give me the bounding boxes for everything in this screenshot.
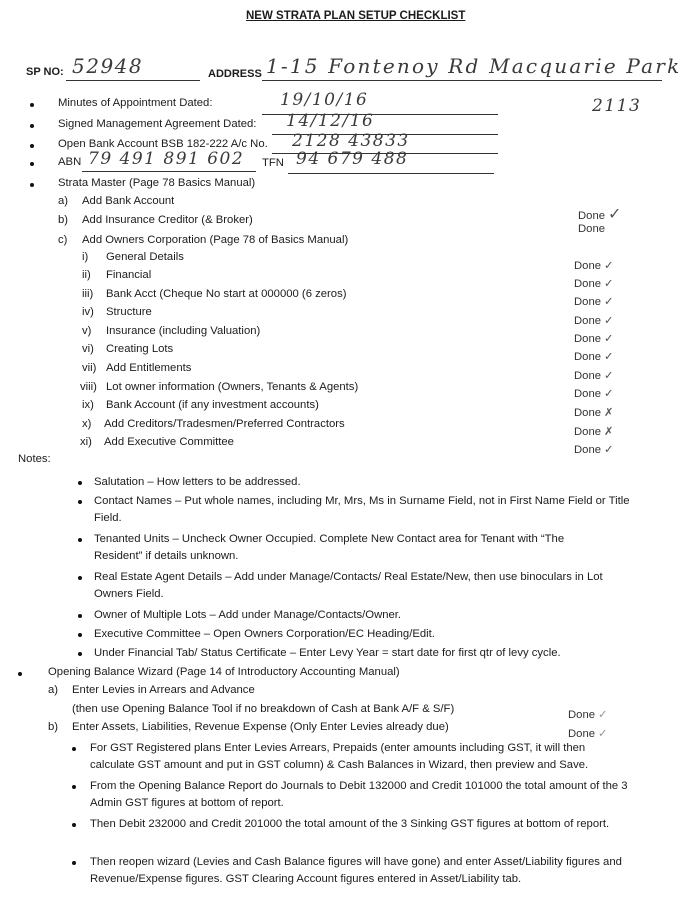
subitem-status — [574, 277, 613, 290]
check-icon: ✓ — [604, 277, 614, 290]
cross-icon: ✗ — [604, 425, 614, 438]
strata-master-label: Strata Master (Page 78 Basics Manual) — [58, 177, 256, 189]
subitem-label: Financial — [106, 269, 152, 281]
done-label: Done — [574, 260, 602, 272]
strata-item-a-status — [578, 204, 621, 223]
subitem-label: Add Entitlements — [106, 362, 192, 374]
check-icon: ✓ — [598, 727, 608, 740]
subitem-key: v) — [82, 325, 92, 337]
check-icon: ✓ — [608, 204, 622, 223]
subitem-status — [574, 259, 613, 272]
bullet — [30, 144, 34, 148]
cross-icon: ✗ — [604, 406, 614, 419]
subitem-label: Structure — [106, 306, 152, 318]
done-label: Done — [574, 333, 602, 345]
bullet — [78, 481, 82, 485]
done-label: Done — [574, 426, 602, 438]
minutes-label: Minutes of Appointment Dated: — [58, 97, 213, 109]
bullet — [78, 614, 82, 618]
subitem-key: iv) — [82, 306, 94, 318]
bullet — [72, 861, 76, 865]
opening-balance-b-bullet: Then reopen wizard (Levies and Cash Balance figures will have gone) and enter Asset/Liability figures and Revenue/Expense figures. GST Clearing Account figures entered in Asset/Liability tab. — [90, 856, 622, 885]
abn-value: 79 491 891 602 — [88, 149, 245, 169]
bullet — [78, 633, 82, 637]
bullet — [72, 747, 76, 751]
note-item: Under Financial Tab/ Status Certificate – Enter Levy Year = start date for first qtr of levy cycle. — [94, 647, 561, 659]
check-icon: ✓ — [604, 387, 614, 400]
strata-item-b-key: b) — [58, 214, 69, 226]
subitem-key: ix) — [82, 399, 94, 411]
subitem-key: ii) — [82, 269, 91, 281]
done-label: Done — [568, 728, 596, 740]
address-label: ADDRESS — [208, 68, 262, 80]
opening-balance-label: Opening Balance Wizard (Page 14 of Introductory Accounting Manual) — [48, 666, 400, 678]
done-label: Done — [578, 210, 606, 222]
abn-underline — [82, 171, 256, 172]
note-item: Owner of Multiple Lots – Add under Manage/Contacts/Owner. — [94, 609, 402, 621]
note-item: Executive Committee – Open Owners Corporation/EC Heading/Edit. — [94, 628, 435, 640]
done-label: Done — [574, 315, 602, 327]
address-value: 1-15 Fontenoy Rd Macquarie Park — [266, 54, 682, 78]
tfn-underline — [288, 173, 494, 174]
bullet — [78, 576, 82, 580]
subitem-status — [574, 387, 613, 400]
bullet — [72, 823, 76, 827]
strata-item-c-key: c) — [58, 234, 68, 246]
done-label: Done — [574, 278, 602, 290]
subitem-key: xi) — [80, 436, 92, 448]
bullet — [30, 183, 34, 187]
strata-item-a-key: a) — [58, 195, 69, 207]
subitem-key: iii) — [82, 288, 94, 300]
opening-balance-a-line2: (then use Opening Balance Tool if no breakdown of Cash at Bank A/F & S/F) — [72, 703, 455, 715]
tfn-value: 94 679 488 — [296, 149, 409, 169]
note-item: Contact Names – Put whole names, including Mr, Mrs, Ms in Surname Field, not in First Name Field or Title Field. — [94, 495, 630, 524]
subitem-label: Bank Acct (Cheque No start at 000000 (6 zeros) — [106, 288, 347, 300]
check-icon: ✓ — [604, 295, 614, 308]
done-label: Done — [574, 351, 602, 363]
subitem-key: vii) — [82, 362, 97, 374]
bullet — [78, 652, 82, 656]
note-item: Salutation – How letters to be addressed. — [94, 476, 301, 488]
check-icon: ✓ — [604, 314, 614, 327]
agreement-label: Signed Management Agreement Dated: — [58, 118, 257, 130]
opening-balance-a-key: a) — [48, 684, 59, 696]
note-item: Tenanted Units – Uncheck Owner Occupied. Complete New Contact area for Tenant with “The Resident” if details unknown. — [94, 533, 565, 562]
sp-no-value: 52948 — [72, 54, 144, 78]
strata-item-b-status: Done — [578, 223, 606, 235]
done-label: Done — [568, 709, 596, 721]
sp-no-label: SP NO: — [26, 66, 64, 78]
opening-balance-b-key: b) — [48, 721, 59, 733]
done-label: Done — [574, 370, 602, 382]
subitem-label: Bank Account (if any investment accounts) — [106, 399, 319, 411]
subitem-status — [574, 406, 613, 419]
check-icon: ✓ — [598, 708, 608, 721]
strata-item-b-label: Add Insurance Creditor (& Broker) — [82, 214, 253, 226]
subitem-key: x) — [82, 418, 92, 430]
opening-balance-b-line: Enter Assets, Liabilities, Revenue Expense (Only Enter Levies already due) — [72, 721, 449, 733]
opening-balance-a-line1: Enter Levies in Arrears and Advance — [72, 684, 255, 696]
bank-account-label: Open Bank Account BSB 182-222 A/c No. — [58, 138, 268, 150]
subitem-key: vi) — [82, 343, 94, 355]
bullet — [78, 538, 82, 542]
minutes-value: 19/10/16 — [280, 90, 369, 110]
subitem-status — [574, 314, 613, 327]
strata-item-c-label: Add Owners Corporation (Page 78 of Basics Manual) — [82, 234, 349, 246]
subitem-status — [574, 425, 613, 438]
bullet — [30, 124, 34, 128]
check-icon: ✓ — [604, 369, 614, 382]
subitem-label: Creating Lots — [106, 343, 174, 355]
bullet — [30, 162, 34, 166]
subitem-key: viii) — [80, 381, 97, 393]
opening-balance-b-bullet: For GST Registered plans Enter Levies Arrears, Prepaids (enter amounts including GST, it will then calculate GST amount and put in GST column) & Cash Balances in Wizard, then preview and Save. — [90, 742, 589, 771]
address-underline — [262, 80, 662, 81]
done-label: Done — [574, 296, 602, 308]
note-item: Real Estate Agent Details – Add under Manage/Contacts/ Real Estate/New, then use binoculars in Lot Owners Field. — [94, 571, 603, 600]
done-label: Done — [574, 388, 602, 400]
bank-account-value: 2128 43833 — [292, 131, 410, 151]
check-icon: ✓ — [604, 259, 614, 272]
subitem-status — [574, 369, 613, 382]
opening-balance-b-bullet: From the Opening Balance Report do Journals to Debit 132000 and Credit 101000 the total amount of the 3 Admin GST figures at bottom of report. — [90, 780, 628, 809]
check-icon: ✓ — [604, 443, 614, 456]
subitem-status — [574, 295, 613, 308]
bullet — [30, 103, 34, 107]
subitem-label: Insurance (including Valuation) — [106, 325, 261, 337]
opening-balance-b-bullet: Then Debit 232000 and Credit 201000 the total amount of the 3 Sinking GST figures at bottom of report. — [90, 818, 610, 830]
done-label: Done — [574, 444, 602, 456]
check-icon: ✓ — [604, 350, 614, 363]
subitem-status — [574, 350, 613, 363]
bullet — [18, 672, 22, 676]
subitem-label: Lot owner information (Owners, Tenants & Agents) — [106, 381, 359, 393]
strata-item-a-label: Add Bank Account — [82, 195, 175, 207]
subitem-status — [574, 332, 613, 345]
page-title: NEW STRATA PLAN SETUP CHECKLIST — [246, 10, 466, 22]
done-label: Done — [574, 407, 602, 419]
subitem-label: General Details — [106, 251, 184, 263]
address-postcode: 2113 — [592, 96, 642, 116]
sp-no-underline — [66, 80, 200, 81]
opening-balance-a-status — [568, 708, 607, 721]
check-icon: ✓ — [604, 332, 614, 345]
subitem-status — [574, 443, 613, 456]
bullet — [78, 500, 82, 504]
opening-balance-b-status — [568, 727, 607, 740]
tfn-label: TFN — [262, 157, 284, 169]
notes-label: Notes: — [18, 453, 51, 465]
agreement-value: 14/12/16 — [286, 111, 375, 131]
abn-label: ABN — [58, 156, 82, 168]
subitem-label: Add Executive Committee — [104, 436, 234, 448]
subitem-label: Add Creditors/Tradesmen/Preferred Contractors — [104, 418, 345, 430]
subitem-key: i) — [82, 251, 89, 263]
bullet — [72, 785, 76, 789]
